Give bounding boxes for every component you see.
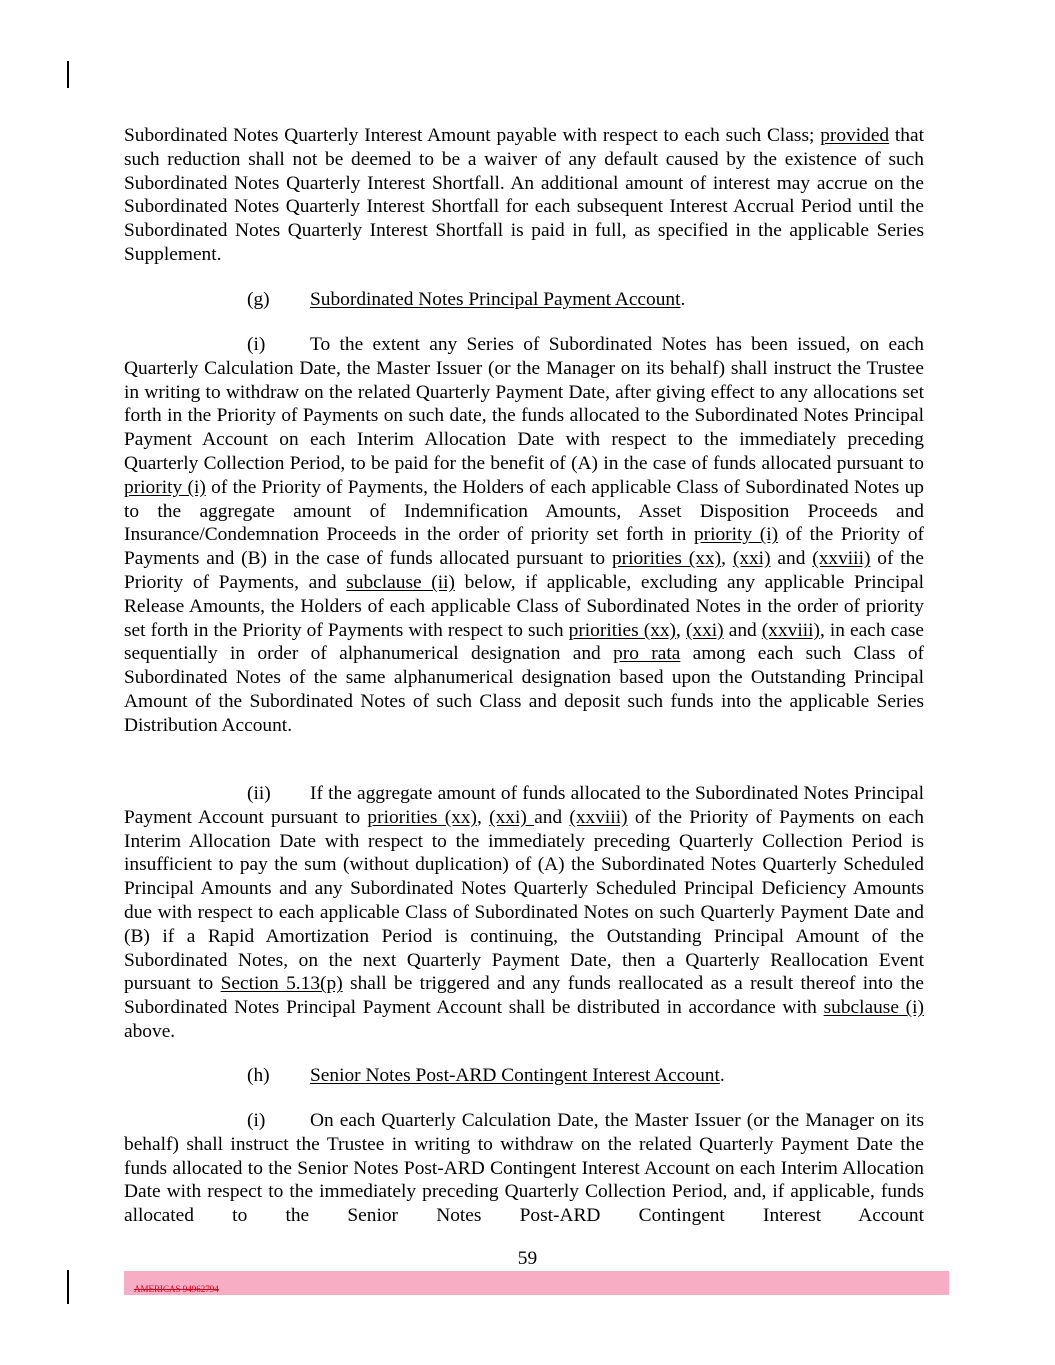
- text-run: ,: [721, 548, 733, 570]
- text-run-underlined: (xxi): [685, 619, 724, 641]
- text-run-underlined: provided: [820, 125, 890, 146]
- paragraph-h-i: [124, 1109, 924, 1228]
- revision-bar-bottom: [67, 1270, 69, 1304]
- clause-number: (i): [247, 1110, 266, 1131]
- section-number: (g): [247, 289, 270, 310]
- text-run-underlined: (xxi): [489, 806, 535, 828]
- text-run: of the Priority of Payments and (B) in the case of funds allocated pursuant to: [124, 524, 925, 570]
- paragraph-g-i: [124, 333, 924, 738]
- text-run: and: [723, 619, 762, 641]
- text-run: Subordinated Notes Quarterly Interest Amount payable with respect to each such Class;: [124, 125, 821, 146]
- text-run: below, if applicable, excluding any applicable Principal Release Amounts, the Holders of each applicable Class of Subordinated Notes in the order of priority set forth in the Priority of Payments with respect to such: [124, 571, 925, 641]
- paragraph-shortfall: [124, 124, 924, 267]
- text-run: ,: [477, 806, 490, 828]
- footer-band: [124, 1271, 949, 1295]
- section-heading-g: [124, 288, 924, 312]
- text-run-underlined: subclause (ii): [346, 571, 455, 593]
- clause-number: (i): [247, 334, 266, 355]
- text-run: shall be triggered and any funds reallocated as a result thereof into the Subordinated Notes Principal Payment Account shall be distributed in accordance with: [124, 973, 924, 1019]
- text-run: of the Priority of Payments, the Holders of each applicable Class of Subordinated Notes up to the aggregate amount of Indemnification Amounts, Asset Disposition Proceeds and Insurance/Condemnation Proceeds in the order of priority set forth in: [124, 476, 925, 546]
- document-id: AMERICAS 94962794: [134, 1284, 219, 1294]
- text-run: , in each case sequentially in order of alphanumerical designation and: [124, 619, 924, 665]
- text-run-underlined: Section 5.13(p): [220, 973, 343, 995]
- revision-bar-top: [67, 61, 69, 88]
- text-run: and: [534, 806, 570, 828]
- text-run-underlined: priorities (xx): [568, 619, 677, 641]
- text-run: .: [719, 1065, 725, 1086]
- text-run: To the extent any Series of Subordinated Notes has been issued, on each Quarterly Calculation Date, the Master Issuer (or the Manager on its behalf) shall instruct the Trustee in writing to withdraw on the related Quarterly Payment Date, after giving effect to any allocations set forth in the Priority of Payments on such date, the funds allocated to the Subordinated Notes Principal Payment Account on each Interim Allocation Date with respect to the immediately preceding Quarterly Collection Period, to be paid for the benefit of (A) in the case of funds allocated pursuant to: [124, 334, 924, 474]
- text-run: On each Quarterly Calculation Date, the Master Issuer (or the Manager on its behalf) shall instruct the Trustee in writing to withdraw on the related Quarterly Payment Date the funds allocated to the Senior Notes Post-ARD Contingent Interest Account on each Interim Allocation Date with respect to the immediately preceding Quarterly Collection Period, and, if applicable, funds allocated to the Senior Notes Post-ARD Contingent Interest Account: [124, 1110, 924, 1227]
- text-run: that such reduction shall not be deemed to be a waiver of any default caused by the existence of such Subordinated Notes Quarterly Interest Shortfall. An additional amount of interest may accrue on the Subordinated Notes Quarterly Interest Shortfall for each subsequent Interest Accrual Period until the Subordinated Notes Quarterly Interest Shortfall is paid in full, as specified in the applicable Series Supplement.: [124, 125, 924, 265]
- text-run-underlined: (xxi): [732, 548, 771, 570]
- page-number: 59: [517, 1248, 538, 1269]
- section-number: (h): [247, 1065, 270, 1086]
- text-run-underlined: priority (i): [693, 524, 779, 546]
- text-run: and: [770, 548, 813, 570]
- clause-number: (ii): [247, 783, 271, 804]
- text-run-underlined: subclause (i): [823, 997, 924, 1019]
- section-heading-h: [124, 1064, 924, 1088]
- paragraph-g-ii: [124, 782, 924, 1044]
- text-run: above.: [124, 1020, 176, 1042]
- text-run-underlined: priorities (xx): [611, 548, 722, 570]
- text-run-underlined: (xxviii): [812, 548, 871, 570]
- text-run: among each such Class of Subordinated Notes of the same alphanumerical designation based upon the Outstanding Principal Amount of the Subordinated Notes of such Class and deposit such funds into the applicable Series Distribution Account.: [124, 643, 924, 736]
- section-title: Senior Notes Post-ARD Contingent Interest Account: [310, 1065, 720, 1086]
- text-run-underlined: (xxviii): [569, 806, 628, 828]
- text-run-underlined: priority (i): [124, 476, 206, 498]
- text-run: .: [680, 289, 686, 310]
- text-run: of the Priority of Payments on each Interim Allocation Date with respect to the immediately preceding Quarterly Collection Period is insufficient to pay the sum (without duplication) of (A) the Subordinated Notes Quarterly Scheduled Principal Amounts and any Subordinated Notes Quarterly Scheduled Principal Deficiency Amounts due with respect to each applicable Class of Subordinated Notes on such Quarterly Payment Date and (B) if a Rapid Amortization Period is continuing, the Outstanding Principal Amount of the Subordinated Notes, on the next Quarterly Payment Date, then a Quarterly Reallocation Event pursuant to: [124, 806, 924, 995]
- text-run: of the Priority of Payments, and: [124, 548, 924, 593]
- text-run: If the aggregate amount of funds allocated to the Subordinated Notes Principal Payment Account pursuant to: [124, 783, 924, 828]
- text-run-underlined: priorities (xx): [367, 806, 478, 828]
- text-run: ,: [676, 619, 686, 641]
- text-run-underlined: (xxviii): [761, 619, 820, 641]
- text-run-underlined: pro rata: [613, 643, 681, 665]
- section-title: Subordinated Notes Principal Payment Account: [310, 289, 681, 310]
